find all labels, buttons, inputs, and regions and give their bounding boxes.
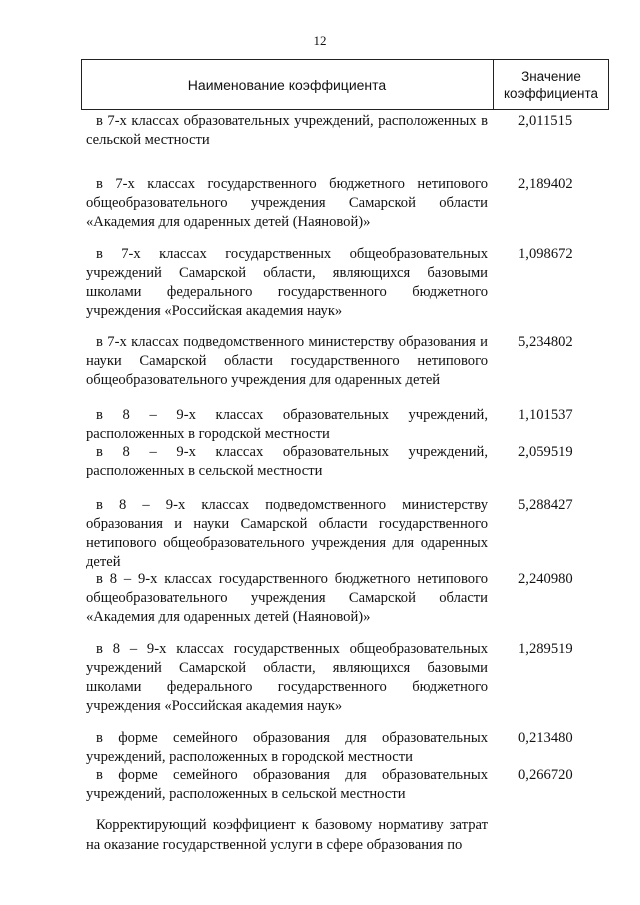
column-header-name: Наименование коэффициента: [187, 76, 387, 93]
coefficient-name: в форме семейного образования для образовательных учреждений, расположенных в сельской местности: [86, 767, 488, 802]
coefficient-value: 1,098672: [518, 246, 573, 262]
coefficient-value: 5,288427: [518, 497, 573, 513]
coefficient-value: 0,213480: [518, 730, 573, 746]
coefficient-name: в 8 – 9-х классах образовательных учреждений, расположенных в сельской местности: [86, 444, 488, 479]
coefficient-name: в 7-х классах государственных общеобразовательных учреждений Самарской области, являющихся базовыми школами федерального государственного бюджетного учреждения «Российская академия наук»: [86, 246, 488, 319]
coefficient-name: в 7-х классах государственного бюджетного нетипового общеобразовательного учреждения Самарской области «Академия для одаренных детей (Наяновой)»: [86, 176, 488, 230]
coefficient-value: 2,011515: [518, 113, 573, 129]
coefficient-name: в 8 – 9-х классах государственных общеобразовательных учреждений Самарской области, являющихся базовыми школами федерального государственного бюджетного учреждения «Российская академия наук»: [86, 641, 488, 714]
column-header-value: [493, 60, 609, 109]
coefficient-value: 2,059519: [518, 444, 573, 460]
coefficient-value: 1,289519: [518, 641, 573, 657]
coefficient-name: в 8 – 9-х классах подведомственного министерству образования и науки Самарской области государственного нетипового общеобразовательного учреждения для одаренных детей: [86, 497, 488, 570]
coefficient-name: в 8 – 9-х классах образовательных учреждений, расположенных в городской местности: [86, 407, 488, 442]
footer-paragraph: Корректирующий коэффициент к базовому нормативу затрат на оказание государственной услуги в сфере образования по: [86, 817, 488, 853]
column-header-value-line2: коэффициента: [504, 85, 598, 101]
coefficient-name: в форме семейного образования для образовательных учреждений, расположенных в городской местности: [86, 730, 488, 765]
coefficient-name: в 8 – 9-х классах государственного бюджетного нетипового общеобразовательного учреждения Самарской области «Академия для одаренных детей (Наяновой)»: [86, 571, 488, 625]
coefficient-value: 5,234802: [518, 334, 573, 350]
coefficient-name: в 7-х классах подведомственного министерству образования и науки Самарской области государственного нетипового общеобразовательного учреждения для одаренных детей: [86, 334, 488, 388]
coefficient-value: 2,240980: [518, 571, 573, 587]
coefficient-name: в 7-х классах образовательных учреждений, расположенных в сельской местности: [86, 113, 488, 148]
column-header-value-line1: Значение: [521, 68, 581, 84]
page-number: 12: [313, 33, 327, 48]
table-header: [81, 59, 609, 110]
coefficient-value: 1,101537: [518, 407, 573, 423]
coefficient-value: 2,189402: [518, 176, 573, 192]
coefficient-value: 0,266720: [518, 767, 573, 783]
